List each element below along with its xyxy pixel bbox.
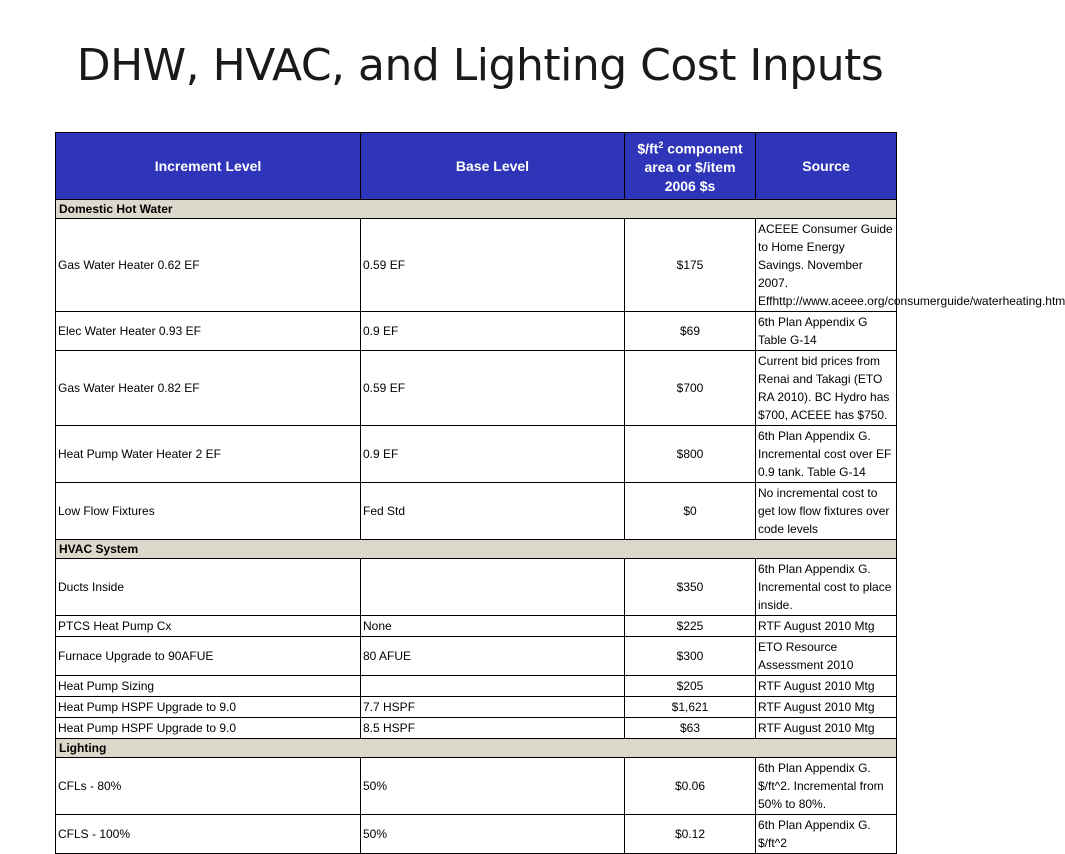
source-cell: ETO Resource Assessment 2010 [756,637,897,676]
source-cell: RTF August 2010 Mtg [756,616,897,637]
base-level-cell: 0.59 EF [361,219,625,312]
base-level-cell [361,676,625,697]
section-label: Lighting [56,739,897,758]
table-row [56,697,897,718]
source-cell: Current bid prices from Renai and Takagi (ETO RA 2010). BC Hydro has $700, ACEEE has $750. [756,351,897,426]
slide-title: DHW, HVAC, and Lighting Cost Inputs [76,40,884,91]
section-row [56,200,897,219]
section-label: HVAC System [56,540,897,559]
base-level-cell: 8.5 HSPF [361,718,625,739]
increment-level-cell: Heat Pump Water Heater 2 EF [56,426,361,483]
cost-cell: $0.06 [625,758,756,815]
source-cell: No incremental cost to get low flow fixtures over code levels [756,483,897,540]
header-increment-level: Increment Level [56,133,361,200]
table-row [56,815,897,854]
increment-level-cell: Furnace Upgrade to 90AFUE [56,637,361,676]
base-level-cell: 50% [361,758,625,815]
table-row [56,219,897,312]
base-level-cell: 0.9 EF [361,426,625,483]
increment-level-cell: Gas Water Heater 0.62 EF [56,219,361,312]
section-row [56,739,897,758]
source-cell: ACEEE Consumer Guide to Home Energy Savings. November 2007. Effhttp://www.aceee.org/consumerguide/waterheating.htm [756,219,897,312]
cost-inputs-table [55,132,1065,854]
increment-level-cell: Ducts Inside [56,559,361,616]
cost-cell: $1,621 [625,697,756,718]
source-cell: 6th Plan Appendix G Table G-14 [756,312,897,351]
table-row [56,426,897,483]
source-cell: 6th Plan Appendix G. $/ft^2. Incremental from 50% to 80%. [756,758,897,815]
cost-cell: $0.12 [625,815,756,854]
table-row [56,559,897,616]
cost-cell: $69 [625,312,756,351]
increment-level-cell: Heat Pump HSPF Upgrade to 9.0 [56,697,361,718]
source-cell: 6th Plan Appendix G. Incremental cost to place inside. [756,559,897,616]
header-base-level: Base Level [361,133,625,200]
cost-cell: $800 [625,426,756,483]
table-row [56,718,897,739]
table-row [56,483,897,540]
cost-cell: $300 [625,637,756,676]
table-row [56,637,897,676]
source-cell: 6th Plan Appendix G. $/ft^2 [756,815,897,854]
base-level-cell: None [361,616,625,637]
table-row [56,616,897,637]
increment-level-cell: Elec Water Heater 0.93 EF [56,312,361,351]
header-cost-superscript: 2 [658,139,664,150]
header-source: Source [756,133,897,200]
cost-cell: $700 [625,351,756,426]
increment-level-cell: Heat Pump HSPF Upgrade to 9.0 [56,718,361,739]
table-row [56,758,897,815]
cost-cell: $63 [625,718,756,739]
table-row [56,676,897,697]
increment-level-cell: Gas Water Heater 0.82 EF [56,351,361,426]
table-row [56,312,897,351]
base-level-cell: 50% [361,815,625,854]
increment-level-cell: Low Flow Fixtures [56,483,361,540]
source-cell: RTF August 2010 Mtg [756,718,897,739]
header-cost [625,133,756,200]
source-cell: 6th Plan Appendix G. Incremental cost over EF 0.9 tank. Table G-14 [756,426,897,483]
increment-level-cell: CFLs - 80% [56,758,361,815]
cost-cell: $0 [625,483,756,540]
section-row [56,540,897,559]
base-level-cell: 7.7 HSPF [361,697,625,718]
cost-cell: $350 [625,559,756,616]
header-cost-unit: $/ft [637,140,659,157]
base-level-cell [361,559,625,616]
source-cell: RTF August 2010 Mtg [756,676,897,697]
section-label: Domestic Hot Water [56,200,897,219]
increment-level-cell: PTCS Heat Pump Cx [56,616,361,637]
increment-level-cell: Heat Pump Sizing [56,676,361,697]
header-row [56,133,897,200]
base-level-cell: 0.59 EF [361,351,625,426]
table-row [56,351,897,426]
base-level-cell: 80 AFUE [361,637,625,676]
source-cell: RTF August 2010 Mtg [756,697,897,718]
base-level-cell: Fed Std [361,483,625,540]
base-level-cell: 0.9 EF [361,312,625,351]
increment-level-cell: CFLS - 100% [56,815,361,854]
cost-cell: $205 [625,676,756,697]
header-cost-rest: component area or $/item 2006 $s [644,140,743,195]
cost-cell: $225 [625,616,756,637]
cost-cell: $175 [625,219,756,312]
